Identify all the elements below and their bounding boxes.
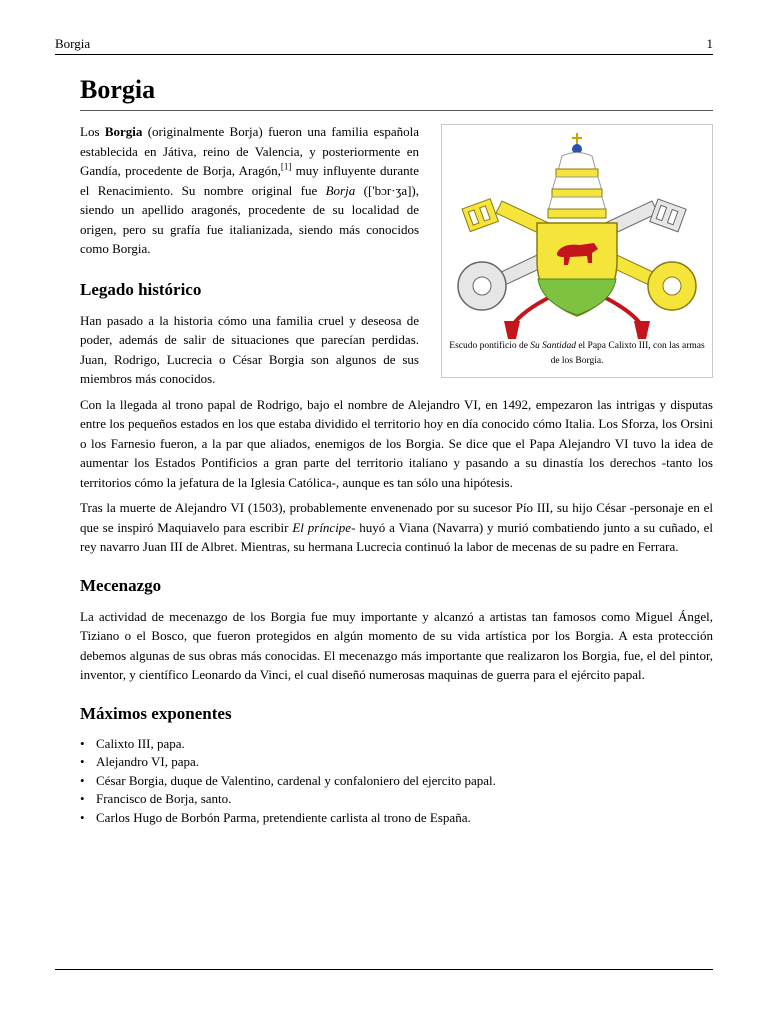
legado-paragraph-3: Tras la muerte de Alejandro VI (1503), probablemente envenenado por su sucesor Pío III, su hijo César -personaje en el que se inspiró Maquiavelo para escribir El príncipe- huyó a Viana (Navarra) y murió combatiendo junto a su cuñado, el rey navarro Juan III de Albret. Mientras, su hermana Lucrecia continuó la labor de mecenas de su padre en Ferrara. [80, 500, 714, 554]
footer-divider [55, 969, 713, 970]
legado-paragraph-1: Han pasado a la historia cómo una familia cruel y deseosa de poder, además de salir de situaciones que parecían perdidas. Juan, Rodrigo, Lucrecia o César Borgia son algunos de sus miembros más conocidos. [80, 312, 419, 386]
intro-paragraph: Los Borgia (originalmente Borja) fueron una familia española establecida en Játiva, reino de Valencia, y posteriormente en Gandía, procedente de Borja, Aragón,[1] muy influyente durante el Renacimiento. Su nombre original fue Borja (['bɔr·ʒa]), siendo un apellido aragonés, procedente de su localidad de origen, pero su grafía fue italianizada, siendo más conocidos como Borgia. [80, 124, 420, 256]
page-number: 1 [706, 36, 713, 51]
list-item: • Carlos Hugo de Borbón Parma, pretendiente carlista al trono de España. [80, 809, 713, 828]
section-heading-legado: Legado histórico [80, 279, 202, 299]
article-body [80, 122, 713, 827]
page-title: Borgia [80, 75, 156, 104]
figure-caption: Escudo pontificio de Su Santidad el Papa Calixto III, con las armas de los Borgia. [449, 341, 705, 366]
coat-of-arms-figure [441, 124, 713, 378]
list-item: • Alejandro VI, papa. [80, 753, 713, 772]
reference-link-1[interactable]: [1] [280, 161, 292, 172]
title-divider [80, 110, 713, 111]
papal-tiara-icon [548, 133, 606, 218]
running-title: Borgia [55, 36, 91, 51]
running-header [55, 34, 713, 55]
exponents-list [80, 735, 713, 828]
papal-coat-of-arms-image [452, 131, 702, 341]
borgia-shield-icon [537, 223, 617, 316]
section-heading-exponentes: Máximos exponentes [80, 703, 232, 723]
mecenazgo-paragraph: La actividad de mecenazgo de los Borgia fue muy importante y alcanzó a artistas tan famosos como Miguel Ángel, Tiziano o el Bosco, que fueron protegidos en algún momento de su vida artística por los Borgia. A esta protección debemos algunas de sus obras más conocidas. El mecenazgo más importante que realizaron los Borgia, fue, el del pintor, inventor, y científico Leonardo da Vinci, el cual diseñó numerosas maquinas de guerra para el ejército papal. [80, 608, 713, 682]
section-heading-mecenazgo: Mecenazgo [80, 575, 162, 595]
list-item: • Calixto III, papa. [80, 735, 713, 754]
legado-paragraph-2: Con la llegada al trono papal de Rodrigo, bajo el nombre de Alejandro VI, en 1492, empezaron las intrigas y disputas entre los pequeños estados en los que estaba dividido el territorio hoy en día conocido cómo Italia. Los Sforza, los Orsini o los Farnesio fueron, a la par que aliados, enemigos de los Borgia. Se dice que el Papa Alejandro VI tuvo la idea de aumentar los Estados Pontificios a gran parte del territorio italiano y pasando a su dinastía los derechos -tanto los territorios cómo la jefatura de la Iglesia Católica-, aunque es tan sólo una hipótesis. [80, 396, 713, 490]
list-item: • César Borgia, duque de Valentino, cardenal y confaloniero del ejercito papal. [80, 772, 713, 791]
list-item: • Francisco de Borja, santo. [80, 790, 713, 809]
